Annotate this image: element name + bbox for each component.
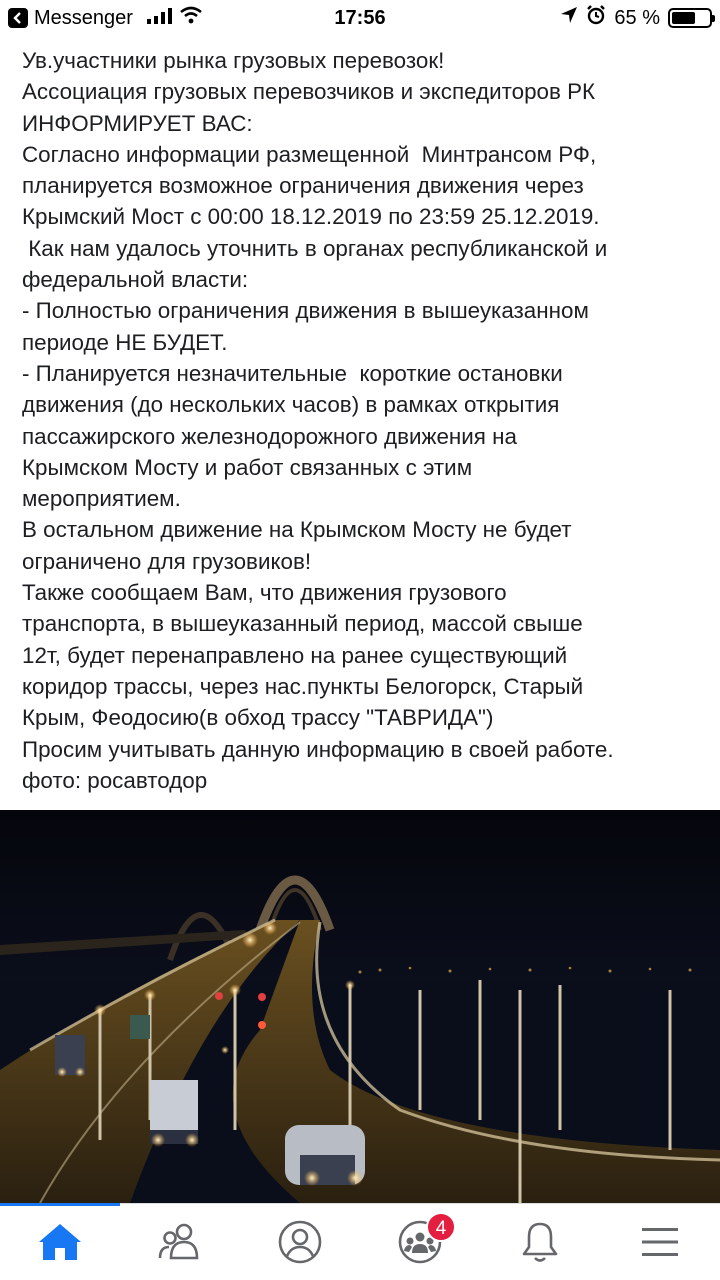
- tab-notifications[interactable]: [480, 1204, 600, 1280]
- post-text-line: мероприятием.: [22, 486, 181, 512]
- post-text-line: 12т, будет перенаправлено на ранее существующий: [22, 642, 568, 668]
- post-text-line: Как нам удалось уточнить в органах республиканской и: [22, 235, 608, 261]
- tab-profile[interactable]: [240, 1204, 360, 1280]
- location-icon: [560, 6, 578, 30]
- bell-icon: [520, 1220, 560, 1264]
- wifi-icon: [179, 6, 203, 30]
- post-text-line: коридор трассы, через нас.пункты Белогорск, Старый: [22, 673, 584, 699]
- post-text-line: Ув.участники рынка грузовых перевозок!: [22, 48, 445, 73]
- friends-icon: [157, 1222, 203, 1262]
- post-text-line: Согласно информации размещенной Минтрансом РФ,: [22, 141, 597, 167]
- post-text-line: федеральной власти:: [22, 267, 249, 293]
- back-to-app[interactable]: [8, 0, 203, 36]
- post-text-line: фото: росавтодор: [22, 767, 208, 793]
- post-text-line: ИНФОРМИРУЕТ ВАС:: [22, 110, 253, 136]
- back-arrow-icon: [8, 8, 28, 28]
- post-text-line: пассажирского железнодорожного движения на: [22, 423, 517, 449]
- battery-level: [672, 12, 695, 24]
- post-text-line: движения (до нескольких часов) в рамках открытия: [22, 392, 560, 418]
- post-text-line: ограничено для грузовиков!: [22, 548, 312, 574]
- signal-icon: [147, 7, 173, 30]
- post-text-line: Также сообщаем Вам, что движения грузового: [22, 580, 507, 606]
- bottom-tab-bar: [0, 1203, 720, 1280]
- post-text-line: В остальном движение на Крымском Мосту не будет: [22, 517, 572, 543]
- alarm-icon: [586, 5, 606, 31]
- menu-icon: [640, 1225, 680, 1259]
- bridge-night-photo: [0, 810, 720, 1203]
- clock: 17:56: [334, 7, 386, 29]
- groups-notification-badge: 4: [426, 1212, 456, 1242]
- post-text: [22, 45, 712, 796]
- tab-friends[interactable]: [120, 1204, 240, 1280]
- post-text-line: - Полностью ограничения движения в вышеуказанном: [22, 298, 589, 324]
- post-text-line: транспорта, в вышеуказанный период, массой свыше: [22, 611, 583, 637]
- battery-percent: 65 %: [614, 6, 660, 29]
- post-photo[interactable]: [0, 810, 720, 1203]
- post-text-line: Крымском Мосту и работ связанных с этим: [22, 454, 473, 480]
- tab-home[interactable]: [0, 1204, 120, 1280]
- back-app-label: Messenger: [34, 6, 133, 29]
- post-text-line: Крым, Феодосию(в обход трассу "ТАВРИДА"): [22, 705, 494, 731]
- tab-menu[interactable]: [600, 1204, 720, 1280]
- post-text-line: Просим учитывать данную информацию в своей работе.: [22, 736, 614, 762]
- tab-groups[interactable]: [360, 1204, 480, 1280]
- post-text-line: Крымский Мост с 00:00 18.12.2019 по 23:59 25.12.2019.: [22, 204, 600, 230]
- profile-icon: [277, 1219, 323, 1265]
- post-text-line: - Планируется незначительные короткие остановки: [22, 360, 563, 386]
- home-icon: [37, 1222, 83, 1262]
- post-text-line: периоде НЕ БУДЕТ.: [22, 329, 228, 355]
- battery-icon: [668, 8, 712, 28]
- status-bar: [0, 0, 720, 36]
- post-text-line: планируется возможное ограничения движения через: [22, 173, 584, 199]
- post-text-line: Ассоциация грузовых перевозчиков и экспедиторов РК: [22, 79, 596, 105]
